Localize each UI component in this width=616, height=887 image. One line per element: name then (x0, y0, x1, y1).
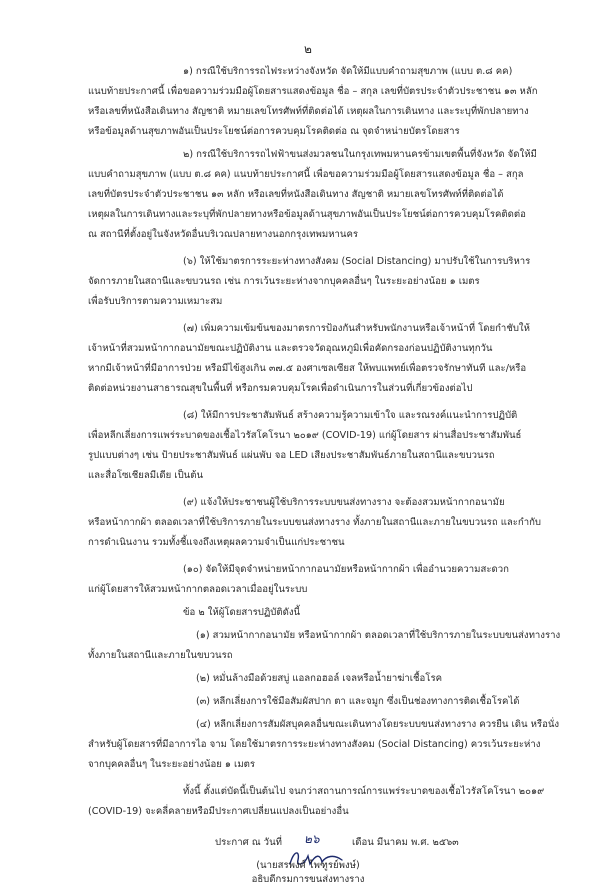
passenger-3: (๓) หลีกเลี่ยงการใช้มือสัมผัสปาก ตา และจมูก ซึ่งเป็นช่องทางการติดเชื้อโรคได้ (196, 696, 520, 707)
signer-title: อธิบดีกรมการขนส่งทางราง (251, 874, 365, 885)
item-1-line-1: ๑) กรณีใช้บริการรถไฟระหว่างจังหวัด จัดให้มีแบบคำถามสุขภาพ (แบบ ต.๘ คค) (183, 66, 513, 77)
passenger-4-line-2: สำหรับผู้โดยสารที่มีอาการไอ จาม โดยใช้มาตรการระยะห่างทางสังคม (Social Distancing) ควรเว้นระยะห่าง (88, 739, 541, 750)
clause-9-line-1: (๙) แจ้งให้ประชาชนผู้ใช้บริการระบบขนส่งทางราง จะต้องสวมหน้ากากอนามัย (183, 497, 505, 508)
date-month-year: เดือน มีนาคม พ.ศ. ๒๕๖๓ (352, 837, 459, 848)
item-2-line-4: เหตุผลในการเดินทางและระบุที่พักปลายทางหรือข้อมูลด้านสุขภาพอันเป็นประโยชน์ต่อการควบคุมโรคติดต่อ (88, 209, 526, 220)
clause-7-line-4: ติดต่อหน่วยงานสาธารณสุขในพื้นที่ หรือกรมควบคุมโรคเพื่อดำเนินการในส่วนที่เกี่ยวข้องต่อไป (88, 383, 473, 394)
clause-9-line-3: การดำเนินงาน รวมทั้งชี้แจงถึงเหตุผลความจำเป็นแก่ประชาชน (88, 537, 345, 548)
item-2-line-5: ณ สถานีที่ตั้งอยู่ในจังหวัดอื่นบริเวณปลายทางนอกกรุงเทพมหานคร (88, 229, 359, 240)
clause-10-line-1: (๑๐) จัดให้มีจุดจำหน่ายหน้ากากอนามัยหรือหน้ากากผ้า เพื่ออำนวยความสะดวก (183, 564, 509, 575)
clause-8-line-3: รูปแบบต่างๆ เช่น ป้ายประชาสัมพันธ์ แผ่นพับ จอ LED เสียงประชาสัมพันธ์ภายในสถานีและขบวนรถ (88, 450, 495, 461)
date-prefix: ประกาศ ณ วันที่ (215, 837, 282, 848)
clause-6-line-3: เพื่อรับบริการตามความเหมาะสม (88, 296, 223, 307)
item-1-line-4: หรือข้อมูลด้านสุขภาพอันเป็นประโยชน์ต่อการควบคุมโรคติดต่อ ณ จุดจำหน่ายบัตรโดยสาร (88, 126, 460, 137)
item-2-line-2: แบบคำถามสุขภาพ (แบบ ต.๘ คค) แนบท้ายประกาศนี้ เพื่อขอความร่วมมือผู้โดยสารแสดงข้อมูล ชื่อ – สกุล (88, 169, 524, 180)
item-1-line-3: หรือเลขที่หนังสือเดินทาง สัญชาติ หมายเลขโทรศัพท์ที่ติดต่อได้ เหตุผลในการเดินทาง และระบุที่พักปลายทาง (88, 106, 529, 117)
passenger-4-line-3: จากบุคคลอื่นๆ ในระยะอย่างน้อย ๑ เมตร (88, 759, 256, 770)
passenger-2: (๒) หมั่นล้างมือด้วยสบู่ แอลกอฮอล์ เจลหรือน้ำยาฆ่าเชื้อโรค (196, 673, 443, 684)
clause-7-line-1: (๗) เพิ่มความเข้มข้นของมาตรการป้องกันสำหรับพนักงานหรือเจ้าหน้าที่ โดยกำชับให้ (183, 323, 530, 334)
clause-8-line-1: (๘) ให้มีการประชาสัมพันธ์ สร้างความรู้ความเข้าใจ และรณรงค์แนะนำการปฏิบัติ (183, 410, 518, 421)
item-2-line-1: ๒) กรณีใช้บริการรถไฟฟ้าขนส่งมวลชนในกรุงเทพมหานครข้ามเขตพื้นที่จังหวัด จัดให้มี (183, 149, 537, 160)
item-2-line-3: เลขที่บัตรประจำตัวประชาชน ๑๓ หลัก หรือเลขที่หนังสือเดินทาง สัญชาติ หมายเลขโทรศัพท์ที่ติดต่อได้ (88, 189, 504, 200)
section-2-heading: ข้อ ๒ ให้ผู้โดยสารปฏิบัติดังนี้ (183, 607, 301, 618)
date-handwritten: ๒๖ (304, 832, 320, 846)
clause-10-line-2: แก่ผู้โดยสารให้สวมหน้ากากตลอดเวลาเมื่ออยู่ในระบบ (88, 584, 308, 595)
clause-8-line-2: เพื่อหลีกเลี่ยงการแพร่ระบาดของเชื้อไวรัสโคโรนา ๒๐๑๙ (COVID-19) แก่ผู้โดยสาร ผ่านสื่อประชาสัมพันธ์ (88, 430, 522, 441)
passenger-1-line-2: ทั้งภายในสถานีและภายในขบวนรถ (88, 650, 233, 661)
page-number: ๒ (304, 42, 312, 56)
clause-9-line-2: หรือหน้ากากผ้า ตลอดเวลาที่ใช้บริการภายในระบบขนส่งทางราง ทั้งภายในสถานีและภายในขบวนรถ และกำกับ (88, 517, 542, 528)
clause-6-line-2: จัดการภายในสถานีและขบวนรถ เช่น การเว้นระยะห่างจากบุคคลอื่นๆ ในระยะอย่างน้อย ๑ เมตร (88, 276, 480, 287)
clause-8-line-4: และสื่อโซเชียลมีเดีย เป็นต้น (88, 470, 204, 481)
passenger-4-line-1: (๔) หลีกเลี่ยงการสัมผัสบุคคลอื่นขณะเดินทางโดยระบบขนส่งทางราง ควรยืน เดิน หรือนั่ง (196, 719, 560, 730)
clause-6-line-1: (๖) ให้ใช้มาตรการระยะห่างทางสังคม (Social Distancing) มาปรับใช้ในการบริหาร (183, 256, 531, 267)
signer-name: (นายสรพงศ์ ไพฑูรย์พงษ์) (256, 860, 360, 871)
item-1-line-2: แนบท้ายประกาศนี้ เพื่อขอความร่วมมือผู้โดยสารแสดงข้อมูล ชื่อ – สกุล เลขที่บัตรประจำตัวประชาชน ๑๓ หลัก (88, 86, 538, 97)
effective-line-1: ทั้งนี้ ตั้งแต่บัดนี้เป็นต้นไป จนกว่าสถานการณ์การแพร่ระบาดของเชื้อไวรัสโคโรนา ๒๐๑๙ (183, 786, 545, 797)
clause-7-line-2: เจ้าหน้าที่สวมหน้ากากอนามัยขณะปฏิบัติงาน และตรวจวัดอุณหภูมิเพื่อคัดกรองก่อนปฏิบัติงานทุกวัน (88, 343, 493, 354)
effective-line-2: (COVID-19) จะคลี่คลายหรือมีประกาศเปลี่ยนแปลงเป็นอย่างอื่น (88, 806, 349, 817)
clause-7-line-3: หากมีเจ้าหน้าที่มีอาการป่วย หรือมีไข้สูงเกิน ๓๗.๕ องศาเซลเซียส ให้พบแพทย์เพื่อตรวจรักษาทันที และ/หรือ (88, 363, 527, 374)
passenger-1-line-1: (๑) สวมหน้ากากอนามัย หรือหน้ากากผ้า ตลอดเวลาที่ใช้บริการภายในระบบขนส่งทางราง (196, 630, 561, 641)
